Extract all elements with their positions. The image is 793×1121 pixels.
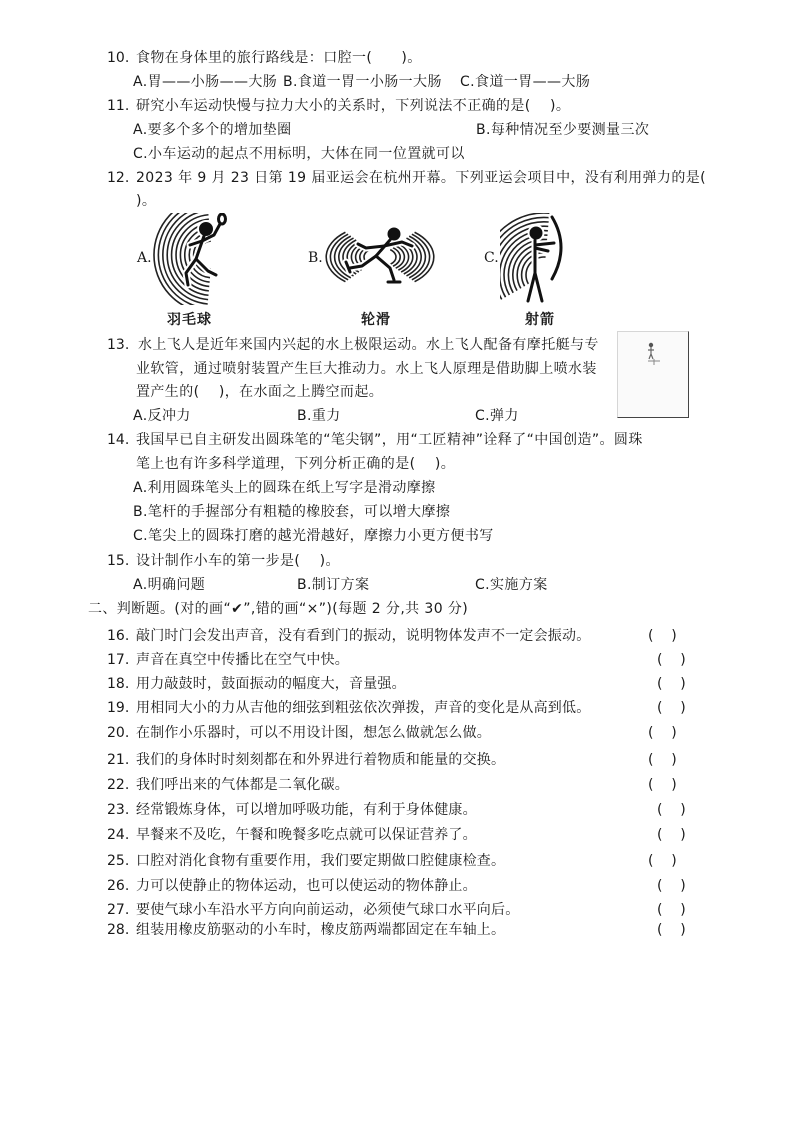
item-number: 21. xyxy=(107,752,130,768)
question-stem: 水上飞人是近年来国内兴起的水上极限运动。水上飞人配备有摩托艇与专 xyxy=(138,337,599,353)
question-stem: 我国早已自主研发出圆珠笔的“笔尖钢”，用“工匠精神”诠释了“中国创造”。圆珠 xyxy=(136,432,643,448)
question-stem-continued: 业软管，通过喷射装置产生巨大推动力。水上飞人原理是借助脚上喷水装 xyxy=(136,361,597,377)
item-text: 用相同大小的力从吉他的细弦到粗弦依次弹拨，声音的变化是从高到低。 xyxy=(136,700,591,716)
figure-b-caption: 轮滑 xyxy=(361,312,391,328)
item-text: 敲门时门会发出声音，没有看到门的振动，说明物体发声不一定会振动。 xyxy=(136,628,591,644)
item-number: 28. xyxy=(107,922,130,938)
answer-blank[interactable]: ( ) xyxy=(657,922,686,938)
item-text: 要使气球小车沿水平方向向前运动，必须使气球口水平向后。 xyxy=(136,902,520,918)
answer-blank[interactable]: ( ) xyxy=(657,827,686,843)
item-text: 早餐来不及吃，午餐和晚餐多吃点就可以保证营养了。 xyxy=(136,827,477,843)
figure-c-caption: 射箭 xyxy=(525,312,555,328)
item-text: 力可以使静止的物体运动，也可以使运动的物体静止。 xyxy=(136,878,477,894)
answer-blank[interactable]: ( ) xyxy=(648,853,677,869)
question-stem-continued: 置产生的( )，在水面之上腾空而起。 xyxy=(136,384,384,400)
option-b[interactable]: B.重力 xyxy=(297,408,341,424)
option-b[interactable]: B.笔杆的手握部分有粗糙的橡胶套，可以增大摩擦 xyxy=(133,504,451,520)
option-c[interactable]: C.弹力 xyxy=(475,408,519,424)
item-text: 在制作小乐器时，可以不用设计图，想怎么做就怎么做。 xyxy=(136,725,491,741)
item-number: 23. xyxy=(107,802,130,818)
answer-blank[interactable]: ( ) xyxy=(648,628,677,644)
item-text: 组装用橡皮筋驱动的小车时，橡皮筋两端都固定在车轴上。 xyxy=(136,922,506,938)
answer-blank[interactable]: ( ) xyxy=(657,902,686,918)
answer-blank[interactable]: ( ) xyxy=(648,725,677,741)
question-number: 13. xyxy=(107,337,130,353)
item-number: 26. xyxy=(107,878,130,894)
option-a[interactable]: A.反冲力 xyxy=(133,408,191,424)
item-number: 20. xyxy=(107,725,130,741)
item-number: 16. xyxy=(107,628,130,644)
item-text: 经常锻炼身体，可以增加呼吸功能，有利于身体健康。 xyxy=(136,802,477,818)
item-number: 18. xyxy=(107,676,130,692)
figure-b-letter[interactable]: B. xyxy=(308,250,323,266)
figure-a-caption: 羽毛球 xyxy=(167,312,212,328)
question-stem-continued: 笔上也有许多科学道理，下列分析正确的是( )。 xyxy=(136,456,456,472)
question-stem-continued: )。 xyxy=(136,193,157,209)
answer-blank[interactable]: ( ) xyxy=(657,802,686,818)
answer-blank[interactable]: ( ) xyxy=(657,700,686,716)
option-a[interactable]: A.要多个多个的增加垫圈 xyxy=(133,122,292,138)
item-text: 我们呼出来的气体都是二氧化碳。 xyxy=(136,777,349,793)
item-text: 口腔对消化食物有重要作用，我们要定期做口腔健康检查。 xyxy=(136,853,506,869)
question-number: 11. xyxy=(107,98,130,114)
answer-blank[interactable]: ( ) xyxy=(648,752,677,768)
question-stem: 研究小车运动快慢与拉力大小的关系时，下列说法不正确的是( )。 xyxy=(136,98,571,114)
water-jetpack-photo xyxy=(617,331,689,418)
answer-blank[interactable]: ( ) xyxy=(648,777,677,793)
roller-skating-pictogram[interactable] xyxy=(320,222,438,292)
pictogram-arc xyxy=(390,250,396,265)
item-text: 声音在真空中传播比在空气中快。 xyxy=(136,652,349,668)
option-b[interactable]: B.食道一胃一小肠一大肠 xyxy=(283,74,442,90)
item-number: 22. xyxy=(107,777,130,793)
question-number: 12. xyxy=(107,170,130,186)
archery-pictogram[interactable] xyxy=(500,213,566,305)
question-number: 10. xyxy=(107,50,130,66)
option-c[interactable]: C.食道一胃——大肠 xyxy=(460,74,591,90)
option-b[interactable]: B.每种情况至少要测量三次 xyxy=(476,122,650,138)
item-number: 17. xyxy=(107,652,130,668)
figure-c-letter[interactable]: C. xyxy=(484,250,499,266)
question-number: 15. xyxy=(107,553,130,569)
section-heading: 二、判断题。(对的画“✔”,错的画“×”)(每题 2 分,共 30 分) xyxy=(88,601,469,617)
option-c[interactable]: C.笔尖上的圆珠打磨的越光滑越好，摩擦力小更方便书写 xyxy=(133,528,494,544)
option-a[interactable]: A.明确问题 xyxy=(133,577,206,593)
answer-blank[interactable]: ( ) xyxy=(657,652,686,668)
jetpack-rider-icon xyxy=(618,332,688,416)
figure-a-letter[interactable]: A. xyxy=(137,250,152,266)
question-number: 14. xyxy=(107,432,130,448)
item-number: 24. xyxy=(107,827,130,843)
option-c[interactable]: C.实施方案 xyxy=(475,577,548,593)
answer-blank[interactable]: ( ) xyxy=(657,676,686,692)
item-text: 用力敲鼓时，鼓面振动的幅度大，音量强。 xyxy=(136,676,406,692)
option-b[interactable]: B.制订方案 xyxy=(297,577,370,593)
question-stem: 2023 年 9 月 23 日第 19 届亚运会在杭州开幕。下列亚运会项目中，没有利用弹力的是( xyxy=(136,170,706,186)
question-stem: 设计制作小车的第一步是( )。 xyxy=(136,553,340,569)
item-text: 我们的身体时时刻刻都在和外界进行着物质和能量的交换。 xyxy=(136,752,506,768)
option-a[interactable]: A.利用圆珠笔头上的圆珠在纸上写字是滑动摩擦 xyxy=(133,480,436,496)
item-number: 25. xyxy=(107,853,130,869)
option-c[interactable]: C.小车运动的起点不用标明，大体在同一位置就可以 xyxy=(133,146,465,162)
option-a[interactable]: A.胃——小肠——大肠 xyxy=(133,74,278,90)
badminton-pictogram[interactable] xyxy=(150,213,228,305)
item-number: 19. xyxy=(107,700,130,716)
item-number: 27. xyxy=(107,902,130,918)
answer-blank[interactable]: ( ) xyxy=(657,878,686,894)
question-stem: 食物在身体里的旅行路线是：口腔一( )。 xyxy=(136,50,422,66)
